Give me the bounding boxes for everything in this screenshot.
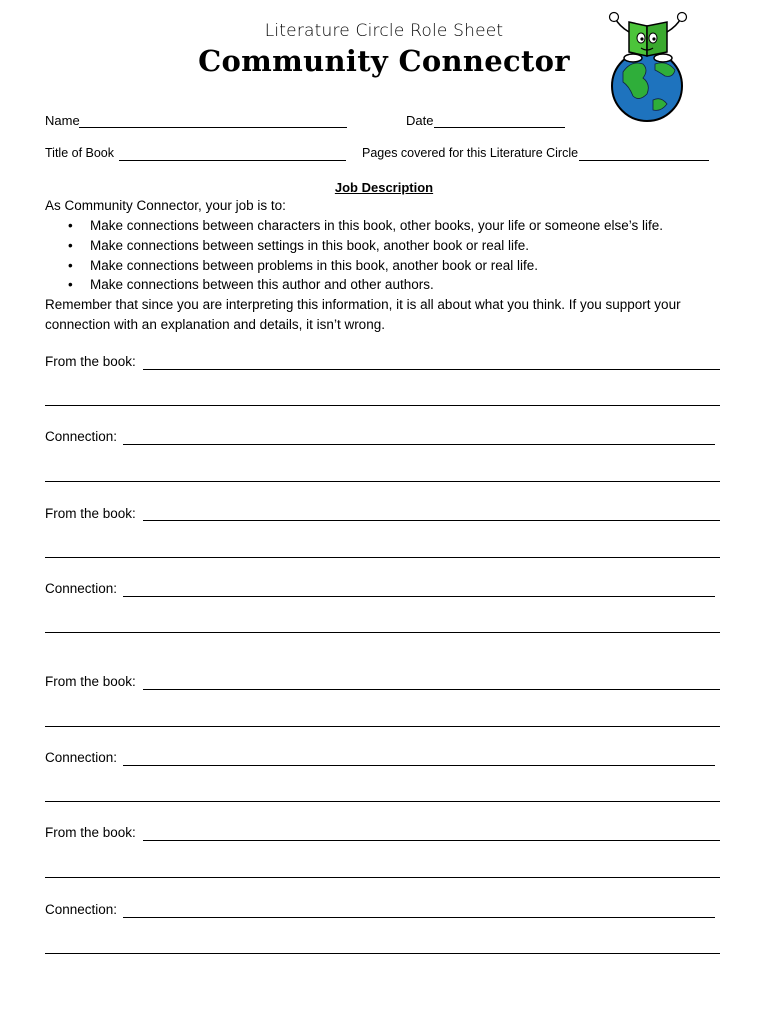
connection-line[interactable] [123, 444, 715, 445]
job-description-heading: Job Description [334, 180, 434, 195]
job-intro: As Community Connector, your job is to: [45, 198, 286, 213]
from-book-label: From the book: [45, 506, 136, 521]
from-book-line[interactable] [45, 557, 720, 558]
job-bullet-list [45, 216, 663, 295]
from-book-line[interactable] [143, 689, 720, 690]
from-book-label: From the book: [45, 825, 136, 840]
globe-book-mascot-icon [603, 10, 695, 125]
job-bullet: • Make connections between this author and other authors. [90, 275, 663, 295]
connection-line[interactable] [123, 917, 715, 918]
book-title-label: Title of Book [45, 146, 115, 160]
connection-line[interactable] [45, 801, 720, 802]
from-book-line[interactable] [143, 369, 720, 370]
connection-line[interactable] [45, 481, 720, 482]
connection-label: Connection: [45, 902, 118, 917]
from-book-label: From the book: [45, 354, 136, 369]
from-book-line[interactable] [143, 840, 720, 841]
pages-covered-label: Pages covered for this Literature Circle [362, 146, 579, 160]
name-label: Name [45, 113, 80, 128]
job-bullet: • Make connections between problems in this book, another book or real life. [90, 256, 663, 276]
from-book-line[interactable] [143, 520, 720, 521]
from-book-line[interactable] [45, 405, 720, 406]
name-field[interactable] [79, 127, 347, 128]
connection-line[interactable] [123, 596, 715, 597]
sheet-title: Community Connector [198, 44, 570, 78]
connection-label: Connection: [45, 429, 118, 444]
from-book-line[interactable] [45, 877, 720, 878]
book-title-field[interactable] [119, 160, 346, 161]
connection-label: Connection: [45, 750, 118, 765]
sheet-subtitle: Literature Circle Role Sheet [264, 21, 504, 41]
from-book-label: From the book: [45, 674, 136, 689]
connection-line[interactable] [123, 765, 715, 766]
connection-label: Connection: [45, 581, 118, 596]
date-field[interactable] [434, 127, 565, 128]
date-label: Date [406, 113, 434, 128]
pages-covered-field[interactable] [579, 160, 709, 161]
job-bullet: • Make connections between settings in this book, another book or real life. [90, 236, 663, 256]
connection-line[interactable] [45, 953, 720, 954]
from-book-line[interactable] [45, 726, 720, 727]
remember-note: Remember that since you are interpreting this information, it is all about what you think. If you support your connection with an explanation and details, it isn’t wrong. [45, 297, 681, 332]
connection-line[interactable] [45, 632, 720, 633]
job-bullet: • Make connections between characters in this book, other books, your life or someone else’s life. [90, 216, 663, 236]
